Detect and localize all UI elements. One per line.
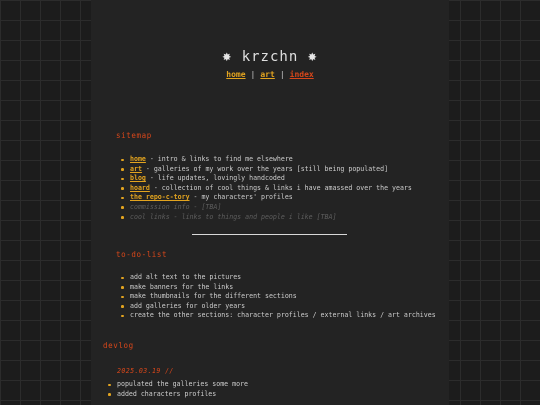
sitemap-link-art[interactable]: art: [130, 164, 142, 173]
sitemap-item-desc: - galleries of my work over the years [still being populated]: [141, 164, 389, 173]
star-icon: ✸: [222, 47, 233, 65]
todo-heading: to-do-list: [116, 250, 168, 259]
sitemap-item-pending: commission info - [TBA]: [119, 203, 412, 213]
nav-link-index[interactable]: index: [289, 70, 314, 79]
sitemap-item: [119, 174, 412, 184]
divider: [192, 234, 347, 235]
nav-separator: |: [250, 70, 256, 79]
sitemap-list: [119, 155, 412, 222]
devlog-heading: devlog: [103, 341, 134, 350]
star-icon: ✸: [307, 47, 318, 65]
nav-link-art[interactable]: art: [260, 70, 275, 79]
top-nav: [0, 70, 540, 79]
sitemap-heading: sitemap: [116, 131, 152, 140]
sitemap-item: [119, 155, 412, 165]
sitemap-item-desc: - intro & links to find me elsewhere: [145, 155, 293, 163]
sitemap-link-hoard[interactable]: hoard: [130, 183, 150, 192]
todo-item: make banners for the links: [119, 283, 436, 293]
todo-item: add alt text to the pictures: [119, 273, 436, 283]
sitemap-item-desc: - my characters' profiles: [189, 193, 293, 202]
devlog-list: [106, 380, 248, 399]
site-title: [0, 47, 540, 65]
nav-separator: |: [279, 70, 285, 79]
devlog-item: populated the galleries some more: [106, 380, 248, 390]
devlog-item: added characters profiles: [106, 390, 248, 400]
nav-link-home[interactable]: home: [226, 70, 246, 79]
devlog-date: 2025.03.19 //: [117, 367, 174, 375]
site-title-text: krzchn: [241, 49, 299, 65]
sitemap-item: [119, 184, 412, 194]
todo-item: add galleries for older years: [119, 302, 436, 312]
todo-item: make thumbnails for the different sections: [119, 292, 436, 302]
sitemap-link-repo-c-tory[interactable]: the repo-c-tory: [130, 193, 190, 202]
sitemap-item-desc: - life updates, lovingly handcoded: [145, 174, 285, 183]
sitemap-item-pending: cool links - links to things and people i like [TBA]: [119, 213, 412, 223]
sitemap-item-desc: - collection of cool things & links i have amassed over the years: [149, 183, 412, 192]
todo-item: create the other sections: character profiles / external links / art archives: [119, 311, 436, 321]
todo-list: [119, 273, 436, 321]
sitemap-link-blog[interactable]: blog: [130, 174, 146, 183]
sitemap-item: [119, 193, 412, 203]
sitemap-item: [119, 165, 412, 175]
sitemap-link-home[interactable]: home: [130, 155, 146, 163]
